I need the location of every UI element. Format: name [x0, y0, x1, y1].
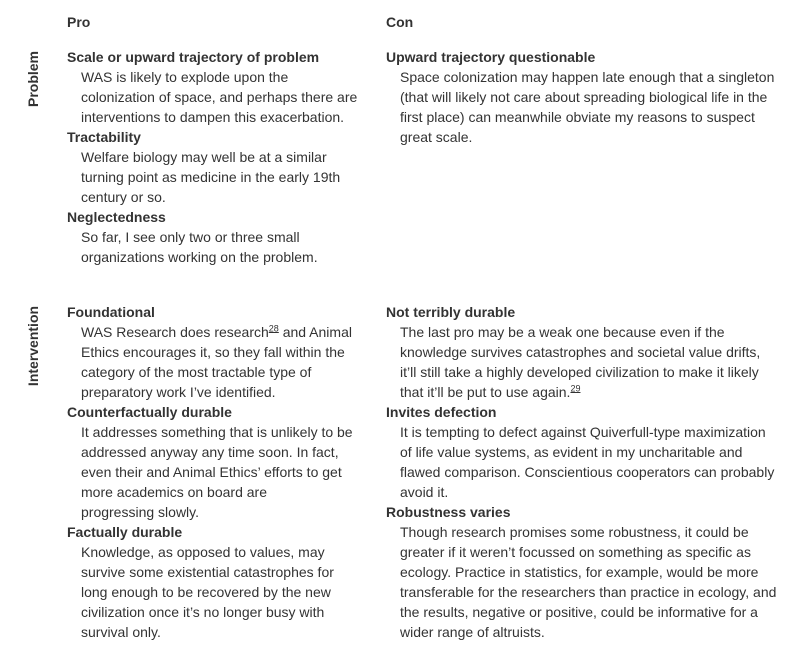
item-title: Factually durable [67, 524, 183, 540]
text-line: preparatory work I’ve identified. [81, 384, 276, 400]
text-line: progressing slowly. [81, 504, 200, 520]
text-line: Ethics encourages it, so they fall within the [81, 344, 345, 360]
footnote-ref [269, 323, 279, 333]
cell-problem-pro [67, 47, 367, 267]
text-line: it’ll still take a highly developed civilization to make it likely [400, 364, 759, 380]
text-line: So far, I see only two or three small [81, 229, 300, 245]
text-line [81, 322, 367, 342]
cell-intervention-pro [67, 302, 367, 642]
text-line: of life value systems, as evident in my uncharitable and [400, 444, 743, 460]
text-line: It addresses something that is unlikely to be [81, 424, 353, 440]
item-body [67, 147, 367, 207]
item-title: Scale or upward trajectory of problem [67, 49, 320, 65]
text-line: transferable for the researchers than practice in ecology, and [400, 584, 777, 600]
text-line: great scale. [400, 129, 473, 145]
text-line: survive some existential catastrophes for [81, 564, 334, 580]
text-line: It is tempting to defect against Quiverfull-type maximization [400, 424, 766, 440]
text-line: the results, negative or positive, could be informative for a [400, 604, 758, 620]
text-line: survival only. [81, 624, 161, 640]
text-line: WAS is likely to explode upon the [81, 69, 289, 85]
text-line: wider range of altruists. [400, 624, 545, 640]
text-line: The last pro may be a weak one because even if the [400, 324, 725, 340]
item-body [67, 322, 367, 402]
text-line: turning point as medicine in the early 19th [81, 169, 341, 185]
item-title: Robustness varies [386, 504, 511, 520]
text-line: knowledge survives catastrophes and societal value drifts, [400, 344, 761, 360]
item-title: Neglectedness [67, 209, 166, 225]
item-body [386, 422, 801, 502]
item-robustness-varies [386, 502, 801, 642]
row-label-problem: Problem [25, 51, 41, 108]
item-tractability [67, 127, 367, 207]
footnote-ref [570, 383, 580, 393]
row-label-intervention: Intervention [25, 305, 41, 387]
text-line: even their and Animal Ethics’ efforts to get [81, 464, 342, 480]
item-title: Tractability [67, 129, 141, 145]
header-con: Con [386, 14, 414, 30]
item-title: Foundational [67, 304, 155, 320]
text-line: colonization of space, and perhaps there are [81, 89, 358, 105]
text-line [400, 382, 801, 402]
item-body [67, 542, 367, 642]
text-line: organizations working on the problem. [81, 249, 318, 265]
text-line: Welfare biology may well be at a similar [81, 149, 327, 165]
footnote-link-29[interactable]: 29 [570, 383, 581, 394]
text-line: avoid it. [400, 484, 449, 500]
text-line: category of the most tractable type of [81, 364, 312, 380]
item-body [386, 67, 801, 147]
item-foundational [67, 302, 367, 402]
text-line: flawed comparison. Conscientious cooperators can probably [400, 464, 775, 480]
item-scale [67, 47, 367, 127]
footnote-link-28[interactable]: 28 [268, 323, 279, 334]
text-line: more academics on board are [81, 484, 267, 500]
item-counterfactually-durable [67, 402, 367, 522]
text-line: greater if it weren’t focussed on something as specific as [400, 544, 751, 560]
item-body [67, 67, 367, 127]
text-line: long enough to be recovered by the new [81, 584, 331, 600]
text-line: Space colonization may happen late enough that a singleton [400, 69, 775, 85]
item-body [67, 227, 367, 267]
text-line: addressed anyway any time soon. In fact, [81, 444, 339, 460]
item-title: Counterfactually durable [67, 404, 232, 420]
text-line: civilization once it’s no longer busy with [81, 604, 325, 620]
text-line: century or so. [81, 189, 166, 205]
item-body [386, 522, 801, 642]
text-line: first place) can meanwhile obviate my reasons to suspect [400, 109, 755, 125]
text-line: Though research promises some robustness, it could be [400, 524, 749, 540]
item-body [386, 322, 801, 402]
item-title: Upward trajectory questionable [386, 49, 596, 65]
text-fragment: WAS Research does research [81, 324, 269, 340]
item-trajectory-questionable [386, 47, 801, 147]
text-line: (that will likely not care about spreading biological life in the [400, 89, 768, 105]
item-factually-durable [67, 522, 367, 642]
item-title: Invites defection [386, 404, 497, 420]
text-fragment: that it’ll be put to use again. [400, 384, 571, 400]
item-neglectedness [67, 207, 367, 267]
item-not-terribly-durable [386, 302, 801, 402]
text-line: interventions to dampen this exacerbation. [81, 109, 345, 125]
item-invites-defection [386, 402, 801, 502]
cell-problem-con [386, 47, 801, 147]
text-line: Knowledge, as opposed to values, may [81, 544, 325, 560]
item-body [67, 422, 367, 522]
header-pro: Pro [67, 14, 91, 30]
item-title: Not terribly durable [386, 304, 516, 320]
text-fragment: and Animal [278, 324, 352, 340]
cell-intervention-con [386, 302, 801, 642]
text-line: ecology. Practice in statistics, for example, would be more [400, 564, 759, 580]
